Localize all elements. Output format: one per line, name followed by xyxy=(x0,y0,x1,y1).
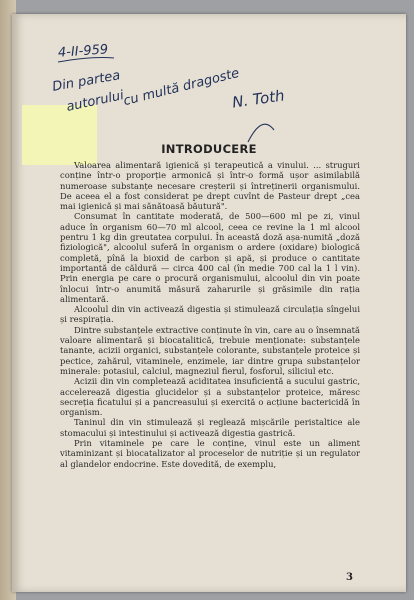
paragraph: Alcoolul din vin activează digestia și stimulează circulația sîngelui și respirația. xyxy=(60,304,360,325)
paragraph: Prin vitaminele pe care le conține, vinul este un aliment vitaminizant și biocatalizator al proceselor de nutriție și un regulator al glandelor endocrine. Este dovedită, de exemplu, xyxy=(60,438,360,469)
body-text xyxy=(60,160,360,469)
chapter-title: INTRODUCERE xyxy=(161,142,257,156)
dedication-line-3: cu multă dragoste xyxy=(121,65,241,110)
signature: N. Toth xyxy=(231,86,286,112)
page-number: 3 xyxy=(346,572,353,583)
dedication-date: 4-II-959 xyxy=(57,42,109,61)
dedication-line-1: Din partea xyxy=(51,68,122,95)
dedication-line-2: autorului xyxy=(65,88,126,115)
paragraph: Dintre substanțele extractive conținute în vin, care au o însemnată valoare alimentară și biocatalitică, trebuie menționate: substanțele tanante, acizii organici, substanțele colorante, substanțele proteice și pectice, zahărul, vitaminele, enzimele, iar dintre grupa substanțelor minerale: potasiul, calciul, magneziul fierul, fosforul, siliciul etc. xyxy=(60,324,360,376)
book-page xyxy=(12,14,406,592)
paragraph: Acizii din vin completează aciditatea insuficientă a sucului gastric, accelerează digestia glucidelor și a substanțelor proteice, măresc secreția ficatului și a pancreasului și exercită o acțiune bactericidă în organism. xyxy=(60,376,360,418)
paragraph: Taninul din vin stimulează și reglează mișcările peristaltice ale stomacului și intestinului și activează digestia gastrică. xyxy=(60,417,360,438)
paragraph: Consumat în cantitate moderată, de 500—600 ml pe zi, vinul aduce în organism 60—70 ml alcool, ceea ce revine la 1 ml alcool pentru 1 kg din greutatea corpului. În această doză așa-numită „doză fiziologică", alcoolul suferă în organism o ardere (oxidare) biologică completă, pînă la bioxid de carbon și apă, și produce o cantitate importantă de căldură — circa 400 cal (în medie 700 cal la 1 l vin). Prin energia pe care o procură organismului, alcoolul din vin poate înlocui într-o anumită măsură zaharurile și grăsimile din rația alimentară. xyxy=(60,211,360,304)
paragraph: Valoarea alimentară igienică și terapeutică a vinului. ... struguri conține într-o proporție armonică și într-o formă ușor asimilabilă numeroase substanțe necesare creșterii și întreținerii organismului. De aceea el a fost considerat pe drept cuvînt de Pasteur drept „cea mai igienică și mai sănătoasă băutură". xyxy=(60,160,360,212)
